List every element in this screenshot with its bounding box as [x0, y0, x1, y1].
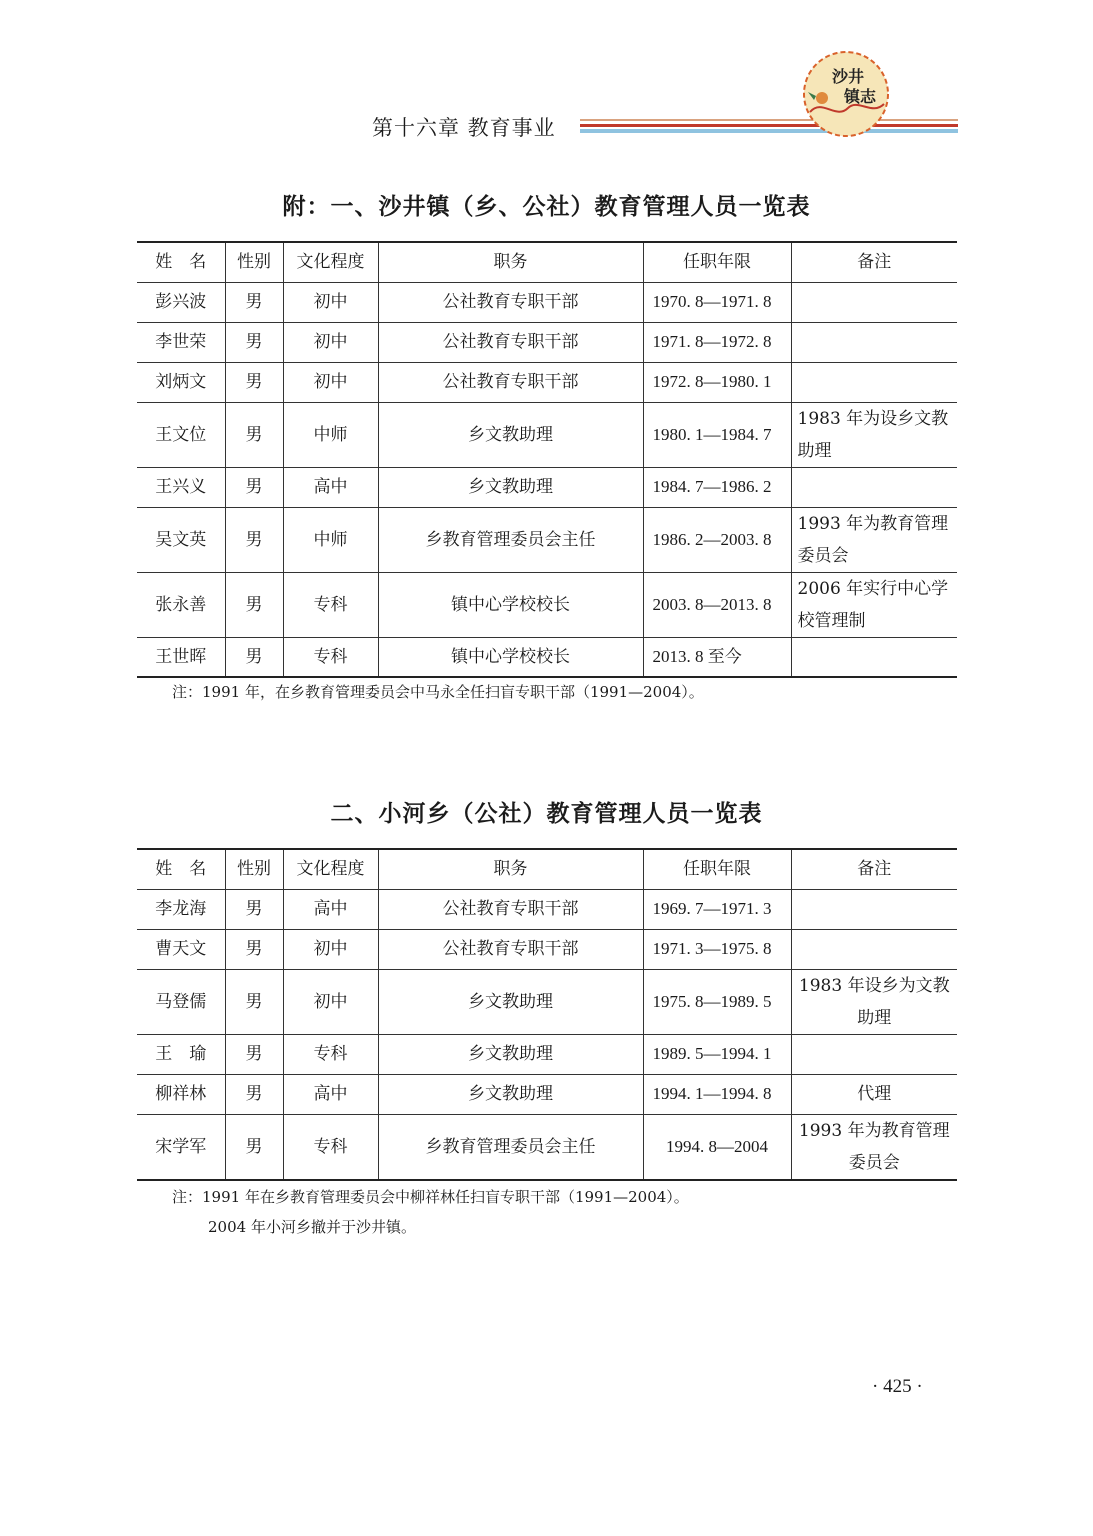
- cell-post: 乡教育管理委员会主任: [378, 1114, 643, 1180]
- table2-title: 二、小河乡（公社）教育管理人员一览表: [330, 801, 763, 827]
- cell-name: 王 瑜: [137, 1034, 225, 1074]
- cell-term: 1994. 1—1994. 8: [643, 1074, 791, 1114]
- table-row: [137, 362, 957, 402]
- cell-remark: 代理: [791, 1074, 957, 1114]
- table-row: [137, 637, 957, 677]
- cell-sex: 男: [225, 362, 283, 402]
- table-row: [137, 402, 957, 467]
- col-header-post: 职务: [378, 849, 643, 889]
- cell-term: 1984. 7—1986. 2: [643, 467, 791, 507]
- cell-name: 柳祥林: [137, 1074, 225, 1114]
- cell-post: 乡文教助理: [378, 402, 643, 467]
- cell-education: 初中: [283, 929, 378, 969]
- cell-post: 乡文教助理: [378, 969, 643, 1034]
- book-seal-logo: [802, 50, 890, 138]
- cell-sex: 男: [225, 322, 283, 362]
- col-header-sex: 性别: [225, 242, 283, 282]
- cell-post: 公社教育专职干部: [378, 282, 643, 322]
- cell-education: 初中: [283, 969, 378, 1034]
- col-header-post: 职务: [378, 242, 643, 282]
- cell-education: 中师: [283, 507, 378, 572]
- col-header-remark: 备注: [791, 849, 957, 889]
- cell-post: 乡文教助理: [378, 1074, 643, 1114]
- cell-remark: [791, 282, 957, 322]
- cell-name: 李世荣: [137, 322, 225, 362]
- table-row: [137, 1074, 957, 1114]
- cell-post: 公社教育专职干部: [378, 362, 643, 402]
- cell-term: 1969. 7—1971. 3: [643, 889, 791, 929]
- cell-remark: [791, 467, 957, 507]
- cell-post: 公社教育专职干部: [378, 322, 643, 362]
- cell-education: 专科: [283, 1034, 378, 1074]
- cell-sex: 男: [225, 1074, 283, 1114]
- cell-education: 专科: [283, 1114, 378, 1180]
- cell-remark: 1983 年为设乡文教助理: [791, 402, 957, 467]
- cell-sex: 男: [225, 1114, 283, 1180]
- cell-post: 镇中心学校校长: [378, 572, 643, 637]
- cell-name: 彭兴波: [137, 282, 225, 322]
- cell-post: 公社教育专职干部: [378, 929, 643, 969]
- table1-note: 注：1991 年，在乡教育管理委员会中马永全任扫盲专职干部（1991—2004）。: [172, 683, 704, 701]
- col-header-remark: 备注: [791, 242, 957, 282]
- cell-post: 乡文教助理: [378, 1034, 643, 1074]
- table-row: [137, 282, 957, 322]
- table-row: [137, 572, 957, 637]
- table-header-row: [137, 242, 957, 282]
- cell-name: 宋学军: [137, 1114, 225, 1180]
- cell-remark: 1983 年设乡为文教助理: [791, 969, 957, 1034]
- table-header-row: [137, 849, 957, 889]
- chapter-heading: 第十六章 教育事业: [372, 116, 556, 140]
- cell-post: 乡文教助理: [378, 467, 643, 507]
- cell-remark: [791, 889, 957, 929]
- cell-term: 1980. 1—1984. 7: [643, 402, 791, 467]
- cell-post: 乡教育管理委员会主任: [378, 507, 643, 572]
- cell-sex: 男: [225, 572, 283, 637]
- cell-education: 中师: [283, 402, 378, 467]
- table-row: [137, 507, 957, 572]
- table-row: [137, 467, 957, 507]
- table-row: [137, 929, 957, 969]
- header-rule-top: [580, 119, 958, 121]
- cell-name: 王兴义: [137, 467, 225, 507]
- table-row: [137, 322, 957, 362]
- table-row: [137, 1114, 957, 1180]
- table2-note: 注：1991 年在乡教育管理委员会中柳祥林任扫盲专职干部（1991—2004）。: [172, 1188, 689, 1206]
- cell-term: 1994. 8—2004: [643, 1114, 791, 1180]
- cell-term: 1970. 8—1971. 8: [643, 282, 791, 322]
- cell-sex: 男: [225, 282, 283, 322]
- cell-remark: [791, 362, 957, 402]
- col-header-sex: 性别: [225, 849, 283, 889]
- cell-term: 1971. 8—1972. 8: [643, 322, 791, 362]
- cell-education: 高中: [283, 1074, 378, 1114]
- cell-term: 1975. 8—1989. 5: [643, 969, 791, 1034]
- table-row: [137, 889, 957, 929]
- cell-post: 公社教育专职干部: [378, 889, 643, 929]
- table2-note-merge: 2004 年小河乡撤并于沙井镇。: [208, 1218, 416, 1236]
- cell-term: 1986. 2—2003. 8: [643, 507, 791, 572]
- cell-remark: [791, 637, 957, 677]
- cell-sex: 男: [225, 637, 283, 677]
- cell-name: 吴文英: [137, 507, 225, 572]
- cell-sex: 男: [225, 969, 283, 1034]
- cell-term: 1971. 3—1975. 8: [643, 929, 791, 969]
- cell-name: 王文位: [137, 402, 225, 467]
- cell-education: 初中: [283, 282, 378, 322]
- cell-sex: 男: [225, 467, 283, 507]
- cell-name: 马登儒: [137, 969, 225, 1034]
- cell-sex: 男: [225, 507, 283, 572]
- cell-remark: 1993 年为教育管理委员会: [791, 1114, 957, 1180]
- table-shajing-staff: [137, 241, 957, 678]
- cell-name: 王世晖: [137, 637, 225, 677]
- page-number: · 425 ·: [872, 1376, 923, 1397]
- cell-name: 刘炳文: [137, 362, 225, 402]
- cell-education: 高中: [283, 467, 378, 507]
- table-row: [137, 969, 957, 1034]
- cell-remark: [791, 322, 957, 362]
- cell-post: 镇中心学校校长: [378, 637, 643, 677]
- cell-sex: 男: [225, 402, 283, 467]
- cell-sex: 男: [225, 929, 283, 969]
- cell-term: 2003. 8—2013. 8: [643, 572, 791, 637]
- cell-sex: 男: [225, 1034, 283, 1074]
- col-header-education: 文化程度: [283, 242, 378, 282]
- svg-text:镇志: 镇志: [844, 87, 877, 106]
- cell-education: 初中: [283, 362, 378, 402]
- cell-education: 专科: [283, 637, 378, 677]
- cell-remark: 1993 年为教育管理委员会: [791, 507, 957, 572]
- cell-remark: [791, 1034, 957, 1074]
- cell-term: 2013. 8 至今: [643, 637, 791, 677]
- table1-title: 附：一、沙井镇（乡、公社）教育管理人员一览表: [282, 194, 811, 220]
- col-header-name: 姓 名: [137, 242, 225, 282]
- cell-name: 张永善: [137, 572, 225, 637]
- svg-text:沙井: 沙井: [832, 67, 865, 86]
- col-header-name: 姓 名: [137, 849, 225, 889]
- col-header-education: 文化程度: [283, 849, 378, 889]
- cell-sex: 男: [225, 889, 283, 929]
- cell-education: 初中: [283, 322, 378, 362]
- col-header-term: 任职年限: [643, 242, 791, 282]
- cell-education: 专科: [283, 572, 378, 637]
- table-xiaohe-staff: [137, 848, 957, 1181]
- header-rule-bottom: [580, 129, 958, 133]
- cell-remark: 2006 年实行中心学校管理制: [791, 572, 957, 637]
- cell-name: 李龙海: [137, 889, 225, 929]
- header-rule-middle: [580, 124, 958, 127]
- cell-term: 1989. 5—1994. 1: [643, 1034, 791, 1074]
- cell-name: 曹天文: [137, 929, 225, 969]
- cell-education: 高中: [283, 889, 378, 929]
- cell-term: 1972. 8—1980. 1: [643, 362, 791, 402]
- cell-remark: [791, 929, 957, 969]
- table-row: [137, 1034, 957, 1074]
- col-header-term: 任职年限: [643, 849, 791, 889]
